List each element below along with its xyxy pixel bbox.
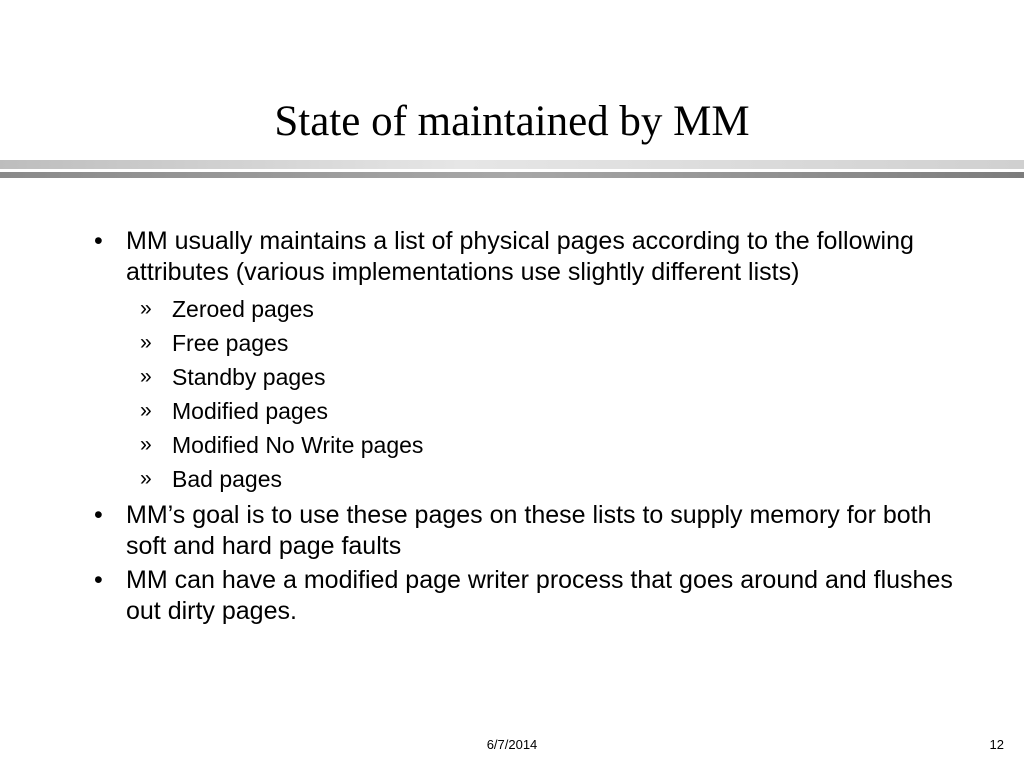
footer-date: 6/7/2014	[486, 737, 538, 752]
sub-bullet-text: Standby pages	[172, 364, 326, 390]
title-divider-light	[0, 160, 1024, 169]
bullet-dot-icon: •	[94, 501, 103, 529]
sub-bullet-text: Zeroed pages	[172, 296, 314, 322]
slide-body	[86, 226, 966, 630]
sub-bullet-item	[86, 326, 966, 360]
sub-bullet-text: Bad pages	[172, 466, 282, 492]
bullet-text: MM can have a modified page writer process that goes around and flushes out dirty pages.	[126, 566, 953, 625]
bullet-dot-icon: •	[94, 566, 103, 594]
sub-bullet-list	[86, 292, 966, 496]
sub-bullet-text: Modified No Write pages	[172, 432, 424, 458]
bullet-text: MM’s goal is to use these pages on these lists to supply memory for both soft and hard page faults	[126, 501, 932, 560]
bullet-item	[86, 565, 966, 626]
bullet-item	[86, 500, 966, 561]
sub-bullet-text: Modified pages	[172, 398, 328, 424]
sub-bullet-item	[86, 360, 966, 394]
sub-bullet-item	[86, 394, 966, 428]
sub-bullet-item	[86, 428, 966, 462]
sub-bullet-item	[86, 462, 966, 496]
chevron-right-icon: »	[140, 331, 152, 354]
chevron-right-icon: »	[140, 433, 152, 456]
title-divider-dark	[0, 172, 1024, 178]
chevron-right-icon: »	[140, 467, 152, 490]
chevron-right-icon: »	[140, 399, 152, 422]
sub-bullet-item	[86, 292, 966, 326]
sub-bullet-text: Free pages	[172, 330, 289, 356]
slide-title: State of maintained by MM	[274, 98, 750, 145]
chevron-right-icon: »	[140, 365, 152, 388]
chevron-right-icon: »	[140, 297, 152, 320]
bullet-item	[86, 226, 966, 287]
page-number: 12	[989, 737, 1004, 752]
bullet-text: MM usually maintains a list of physical pages according to the following attributes (various implementations use slightly different lists)	[126, 227, 914, 286]
bullet-dot-icon: •	[94, 227, 103, 255]
